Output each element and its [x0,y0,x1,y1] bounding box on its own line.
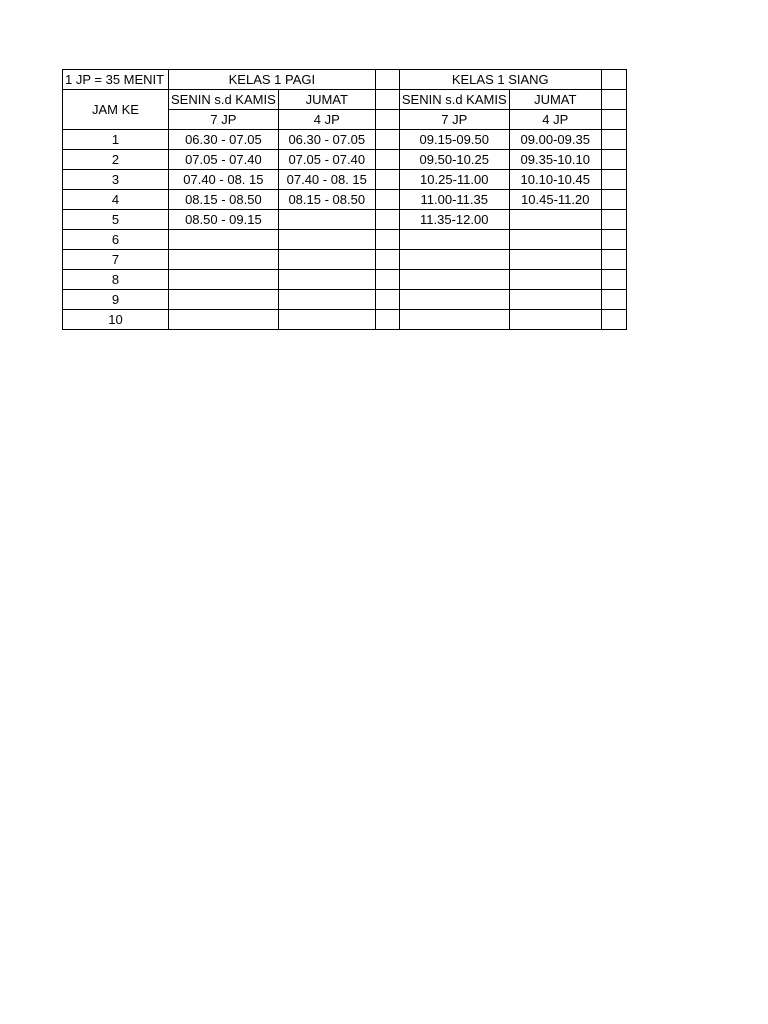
spacer-cell [601,90,626,110]
spacer-cell [375,250,399,270]
pagi-jumat-cell: 08.15 - 08.50 [278,190,375,210]
siang-senin-kamis-cell: 09.50-10.25 [399,150,509,170]
spacer-cell [375,90,399,110]
siang-senin-kamis-cell [399,310,509,330]
siang-jumat-cell [509,290,601,310]
jam-cell: 1 [63,130,169,150]
spacer-cell [601,190,626,210]
pagi-senin-kamis-cell [169,270,279,290]
jam-cell: 9 [63,290,169,310]
pagi-jumat-cell: 07.05 - 07.40 [278,150,375,170]
pagi-senin-kamis-jp: 7 JP [169,110,279,130]
pagi-jumat-cell [278,230,375,250]
jam-cell: 6 [63,230,169,250]
pagi-jumat-jp: 4 JP [278,110,375,130]
pagi-jumat-cell [278,270,375,290]
kelas-siang-header: KELAS 1 SIANG [399,70,601,90]
pagi-senin-kamis-cell [169,310,279,330]
spacer-cell [375,210,399,230]
siang-senin-kamis-cell [399,230,509,250]
pagi-jumat-cell [278,210,375,230]
spacer-cell [375,270,399,290]
spacer-cell [601,70,626,90]
siang-senin-kamis-cell [399,250,509,270]
spacer-cell [601,170,626,190]
siang-senin-kamis-cell [399,270,509,290]
spacer-cell [375,170,399,190]
pagi-jumat-cell [278,250,375,270]
siang-jumat-cell: 09.00-09.35 [509,130,601,150]
jp-note: 1 JP = 35 MENIT [63,70,169,90]
pagi-jumat-header: JUMAT [278,90,375,110]
siang-jumat-cell [509,230,601,250]
header-row-2 [63,90,627,110]
header-row-1 [63,70,627,90]
spacer-cell [601,230,626,250]
jam-ke-header: JAM KE [63,90,169,130]
siang-jumat-cell [509,210,601,230]
table-row [63,210,627,230]
table-row [63,190,627,210]
siang-senin-kamis-cell: 10.25-11.00 [399,170,509,190]
table-row [63,310,627,330]
siang-jumat-cell [509,270,601,290]
pagi-jumat-cell: 07.40 - 08. 15 [278,170,375,190]
spacer-cell [375,70,399,90]
jam-cell: 4 [63,190,169,210]
siang-jumat-cell [509,250,601,270]
spacer-cell [375,290,399,310]
siang-senin-kamis-cell: 11.00-11.35 [399,190,509,210]
pagi-jumat-cell [278,310,375,330]
siang-senin-kamis-jp: 7 JP [399,110,509,130]
pagi-senin-kamis-cell [169,250,279,270]
pagi-senin-kamis-cell: 07.40 - 08. 15 [169,170,279,190]
siang-jumat-header: JUMAT [509,90,601,110]
pagi-senin-kamis-cell: 08.15 - 08.50 [169,190,279,210]
spacer-cell [601,130,626,150]
pagi-senin-kamis-cell [169,230,279,250]
spacer-cell [375,130,399,150]
pagi-senin-kamis-header: SENIN s.d KAMIS [169,90,279,110]
jam-cell: 5 [63,210,169,230]
schedule-table [62,69,627,330]
pagi-jumat-cell: 06.30 - 07.05 [278,130,375,150]
schedule-body [63,70,627,330]
spacer-cell [375,230,399,250]
spacer-cell [601,110,626,130]
jam-cell: 8 [63,270,169,290]
spacer-cell [601,270,626,290]
siang-jumat-cell: 09.35-10.10 [509,150,601,170]
jam-cell: 10 [63,310,169,330]
pagi-senin-kamis-cell: 08.50 - 09.15 [169,210,279,230]
spacer-cell [601,150,626,170]
siang-senin-kamis-header: SENIN s.d KAMIS [399,90,509,110]
siang-jumat-cell [509,310,601,330]
table-row [63,150,627,170]
kelas-pagi-header: KELAS 1 PAGI [169,70,376,90]
jam-cell: 3 [63,170,169,190]
siang-jumat-cell: 10.10-10.45 [509,170,601,190]
siang-senin-kamis-cell: 09.15-09.50 [399,130,509,150]
siang-senin-kamis-cell [399,290,509,310]
spacer-cell [601,290,626,310]
table-row [63,270,627,290]
jam-cell: 2 [63,150,169,170]
spacer-cell [375,190,399,210]
spacer-cell [601,310,626,330]
siang-jumat-jp: 4 JP [509,110,601,130]
table-row [63,250,627,270]
spacer-cell [375,310,399,330]
pagi-jumat-cell [278,290,375,310]
pagi-senin-kamis-cell [169,290,279,310]
table-row [63,230,627,250]
jam-cell: 7 [63,250,169,270]
spacer-cell [375,150,399,170]
table-row [63,170,627,190]
table-row [63,130,627,150]
siang-jumat-cell: 10.45-11.20 [509,190,601,210]
siang-senin-kamis-cell: 11.35-12.00 [399,210,509,230]
pagi-senin-kamis-cell: 07.05 - 07.40 [169,150,279,170]
table-row [63,290,627,310]
spacer-cell [601,210,626,230]
spacer-cell [375,110,399,130]
pagi-senin-kamis-cell: 06.30 - 07.05 [169,130,279,150]
spacer-cell [601,250,626,270]
